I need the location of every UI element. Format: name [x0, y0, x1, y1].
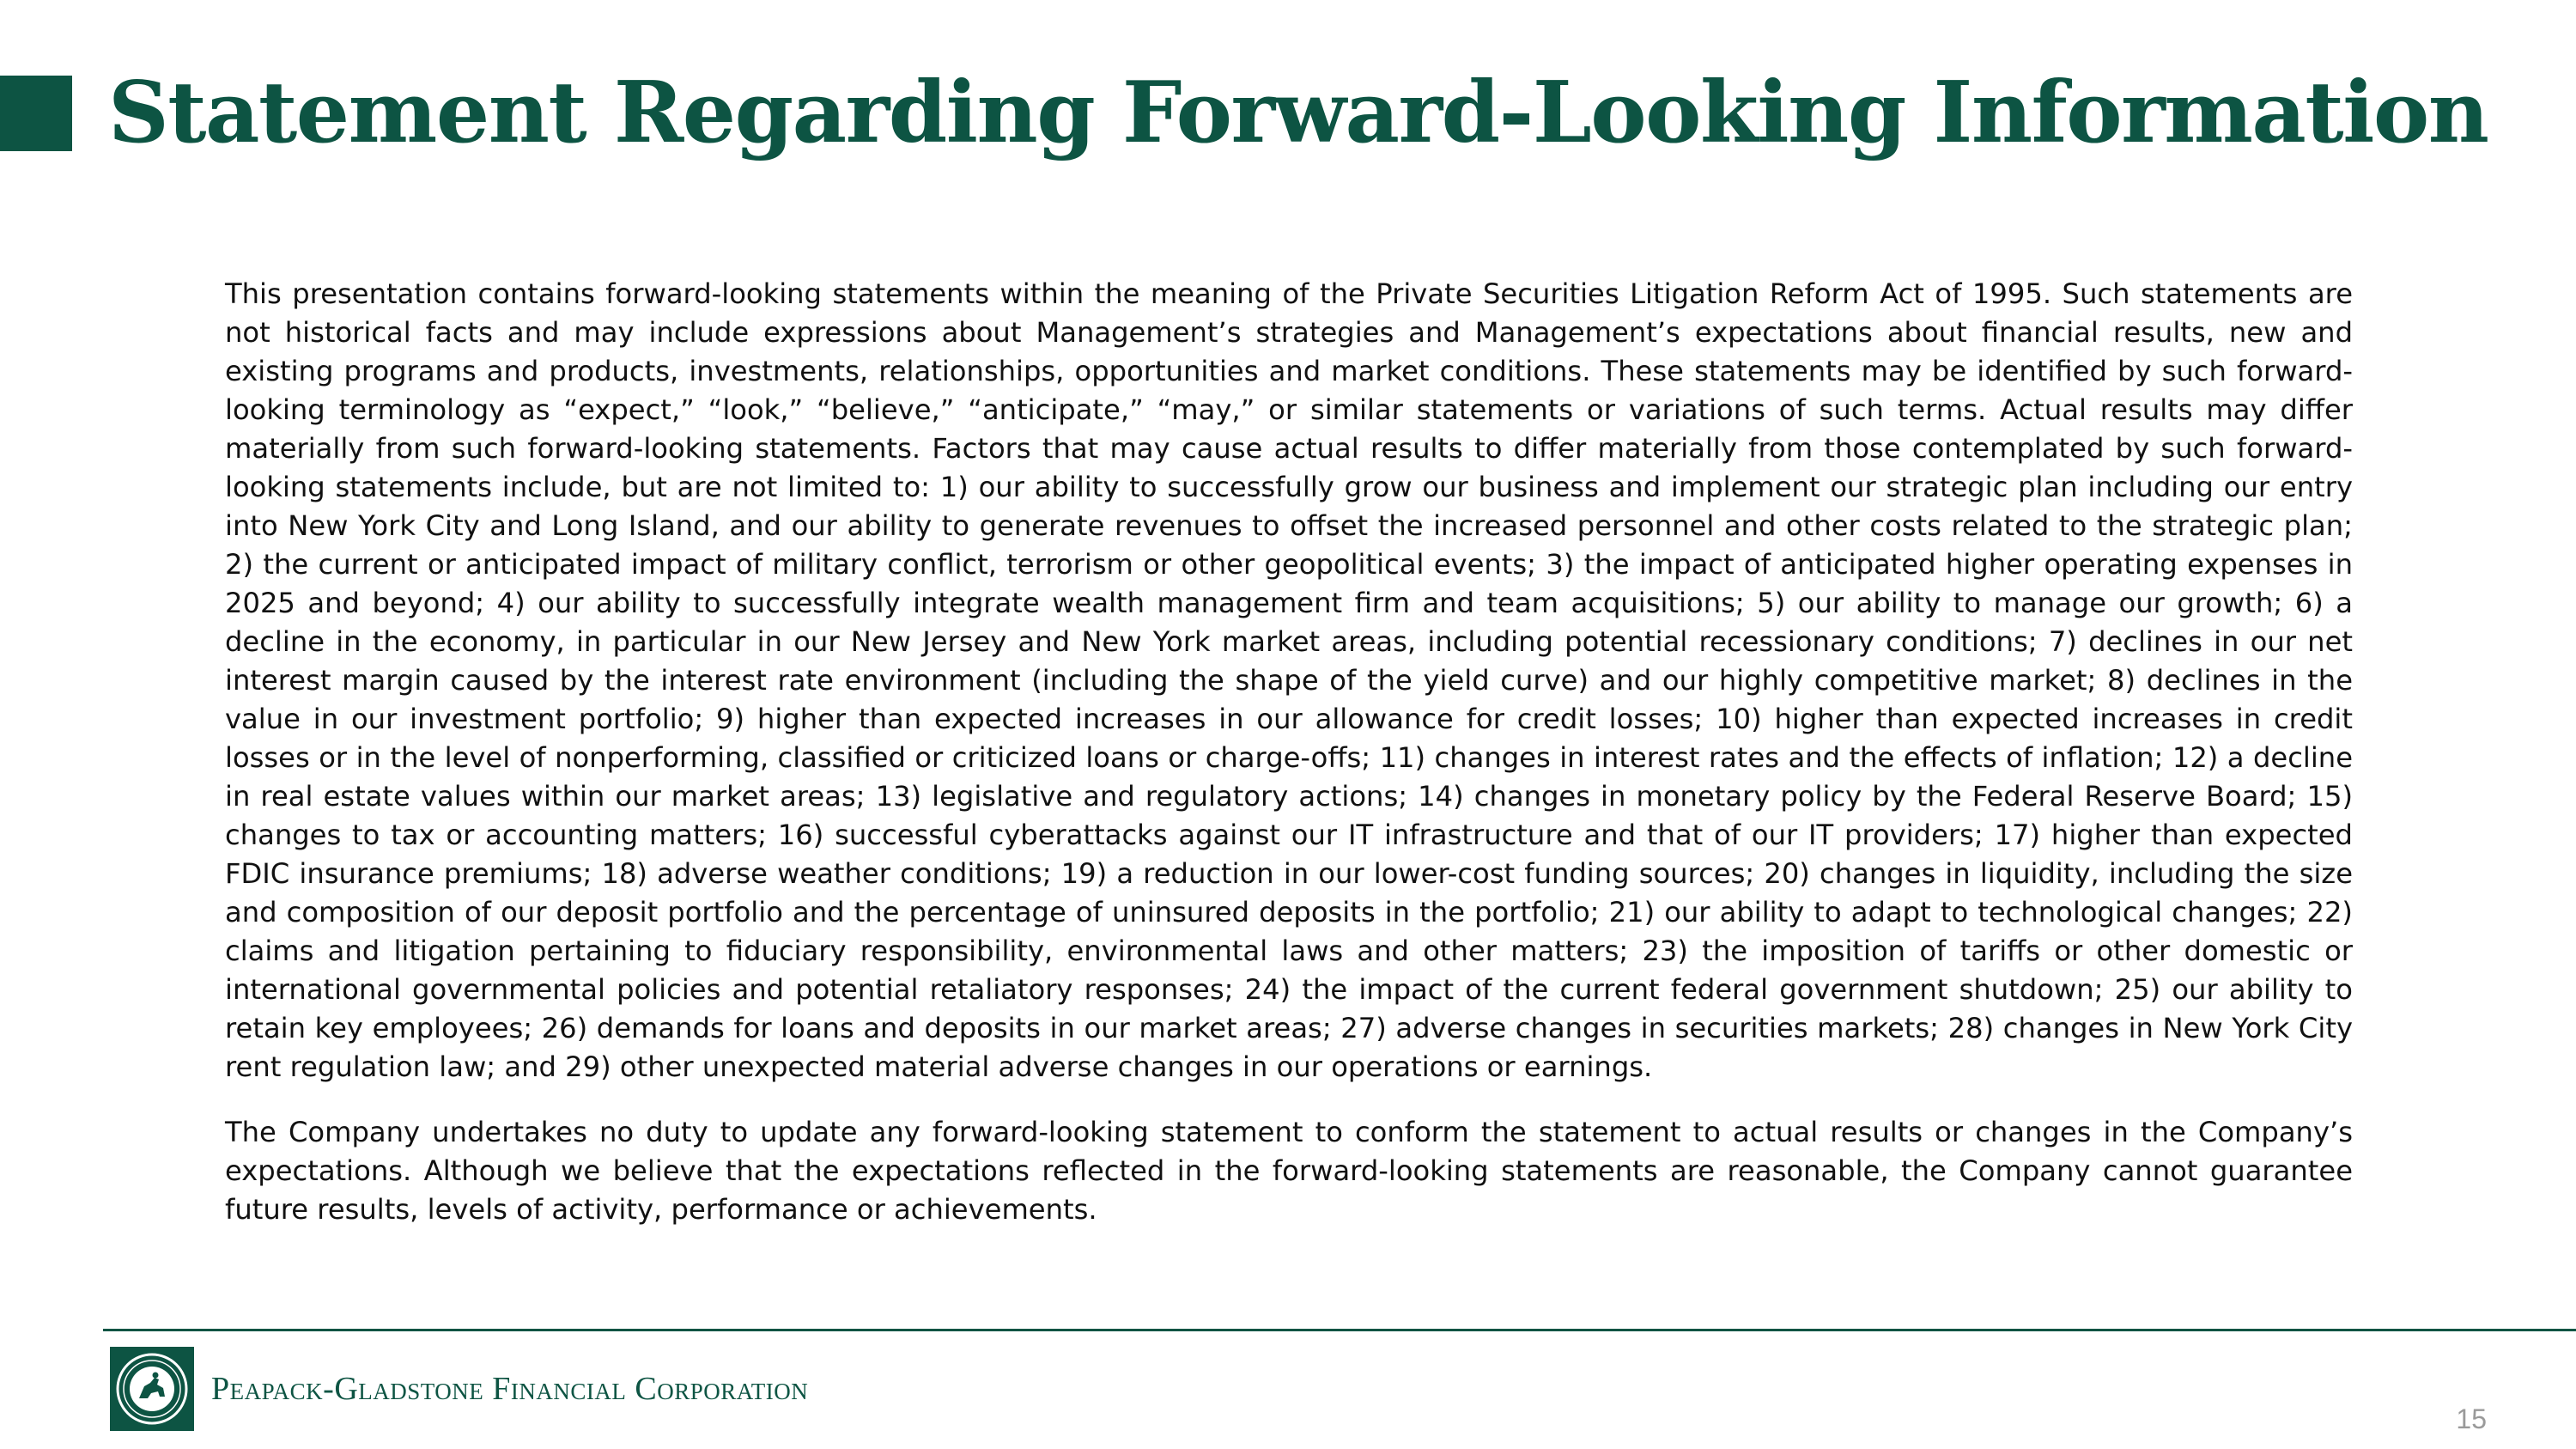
company-seal-icon [110, 1347, 194, 1431]
footer-divider [103, 1329, 2576, 1331]
page-number: 15 [2456, 1403, 2487, 1434]
disclaimer-paragraph-2: The Company undertakes no duty to update any forward-looking statement to conform the statement to actual results or changes in the Company’s expectations. Although we believe that the expectations reflected in the forward-looking statements are reasonable, the Company cannot guarantee future results, levels of activity, performance or achievements. [225, 1116, 2353, 1226]
disclaimer-body [225, 275, 2353, 1256]
disclaimer-paragraph-1: This presentation contains forward-looking statements within the meaning of the Private Securities Litigation Reform Act of 1995. Such statements are not historical facts and may include expressions about Management’s strategies and Management’s expectations about financial results, new and existing programs and products, investments, relationships, opportunities and market conditions. These statements may be identified by such forward-looking terminology as “expect,” “look,” “believe,” “anticipate,” “may,” or similar statements or variations of such terms. Actual results may differ materially from such forward-looking statements. Factors that may cause actual results to differ materially from those contemplated by such forward-looking statements include, but are not limited to: 1) our ability to successfully grow our business and implement our strategic plan including our entry into New York City and Long Island, and our ability to generate revenues to offset the increased personnel and other costs related to the strategic plan; 2) the current or anticipated impact of military conflict, terrorism or other geopolitical events; 3) the impact of anticipated higher operating expenses in 2025 and beyond; 4) our ability to successfully integrate wealth management firm and team acquisitions; 5) our ability to manage our growth; 6) a decline in the economy, in particular in our New Jersey and New York market areas, including potential recessionary conditions; 7) declines in our net interest margin caused by the interest rate environment (including the shape of the yield curve) and our highly competitive market; 8) declines in the value in our investment portfolio; 9) higher than expected increases in our allowance for credit losses; 10) higher than expected increases in credit losses or in the level of nonperforming, classified or criticized loans or charge-offs; 11) changes in interest rates and the effects of inflation; 12) a decline in real estate values within our market areas; 13) legislative and regulatory actions; 14) changes in monetary policy by the Federal Reserve Board; 15) changes to tax or accounting matters; 16) successful cyberattacks against our IT infrastructure and that of our IT providers; 17) higher than expected FDIC insurance premiums; 18) adverse weather conditions; 19) a reduction in our lower-cost funding sources; 20) changes in liquidity, including the size and composition of our deposit portfolio and the percentage of uninsured deposits in the portfolio; 21) our ability to adapt to technological changes; 22) claims and litigation pertaining to fiduciary responsibility, environmental laws and other matters; 23) the imposition of tariffs or other domestic or international governmental policies and potential retaliatory responses; 24) the impact of the current federal government shutdown; 25) our ability to retain key employees; 26) demands for loans and deposits in our market areas; 27) adverse changes in securities markets; 28) changes in New York City rent regulation law; and 29) other unexpected material adverse changes in our operations or earnings. [225, 277, 2353, 1083]
company-name: Peapack-Gladstone Financial Corporation [211, 1371, 809, 1407]
title-accent-square [0, 76, 72, 151]
page-title: Statement Regarding Forward-Looking Information [108, 64, 2488, 162]
